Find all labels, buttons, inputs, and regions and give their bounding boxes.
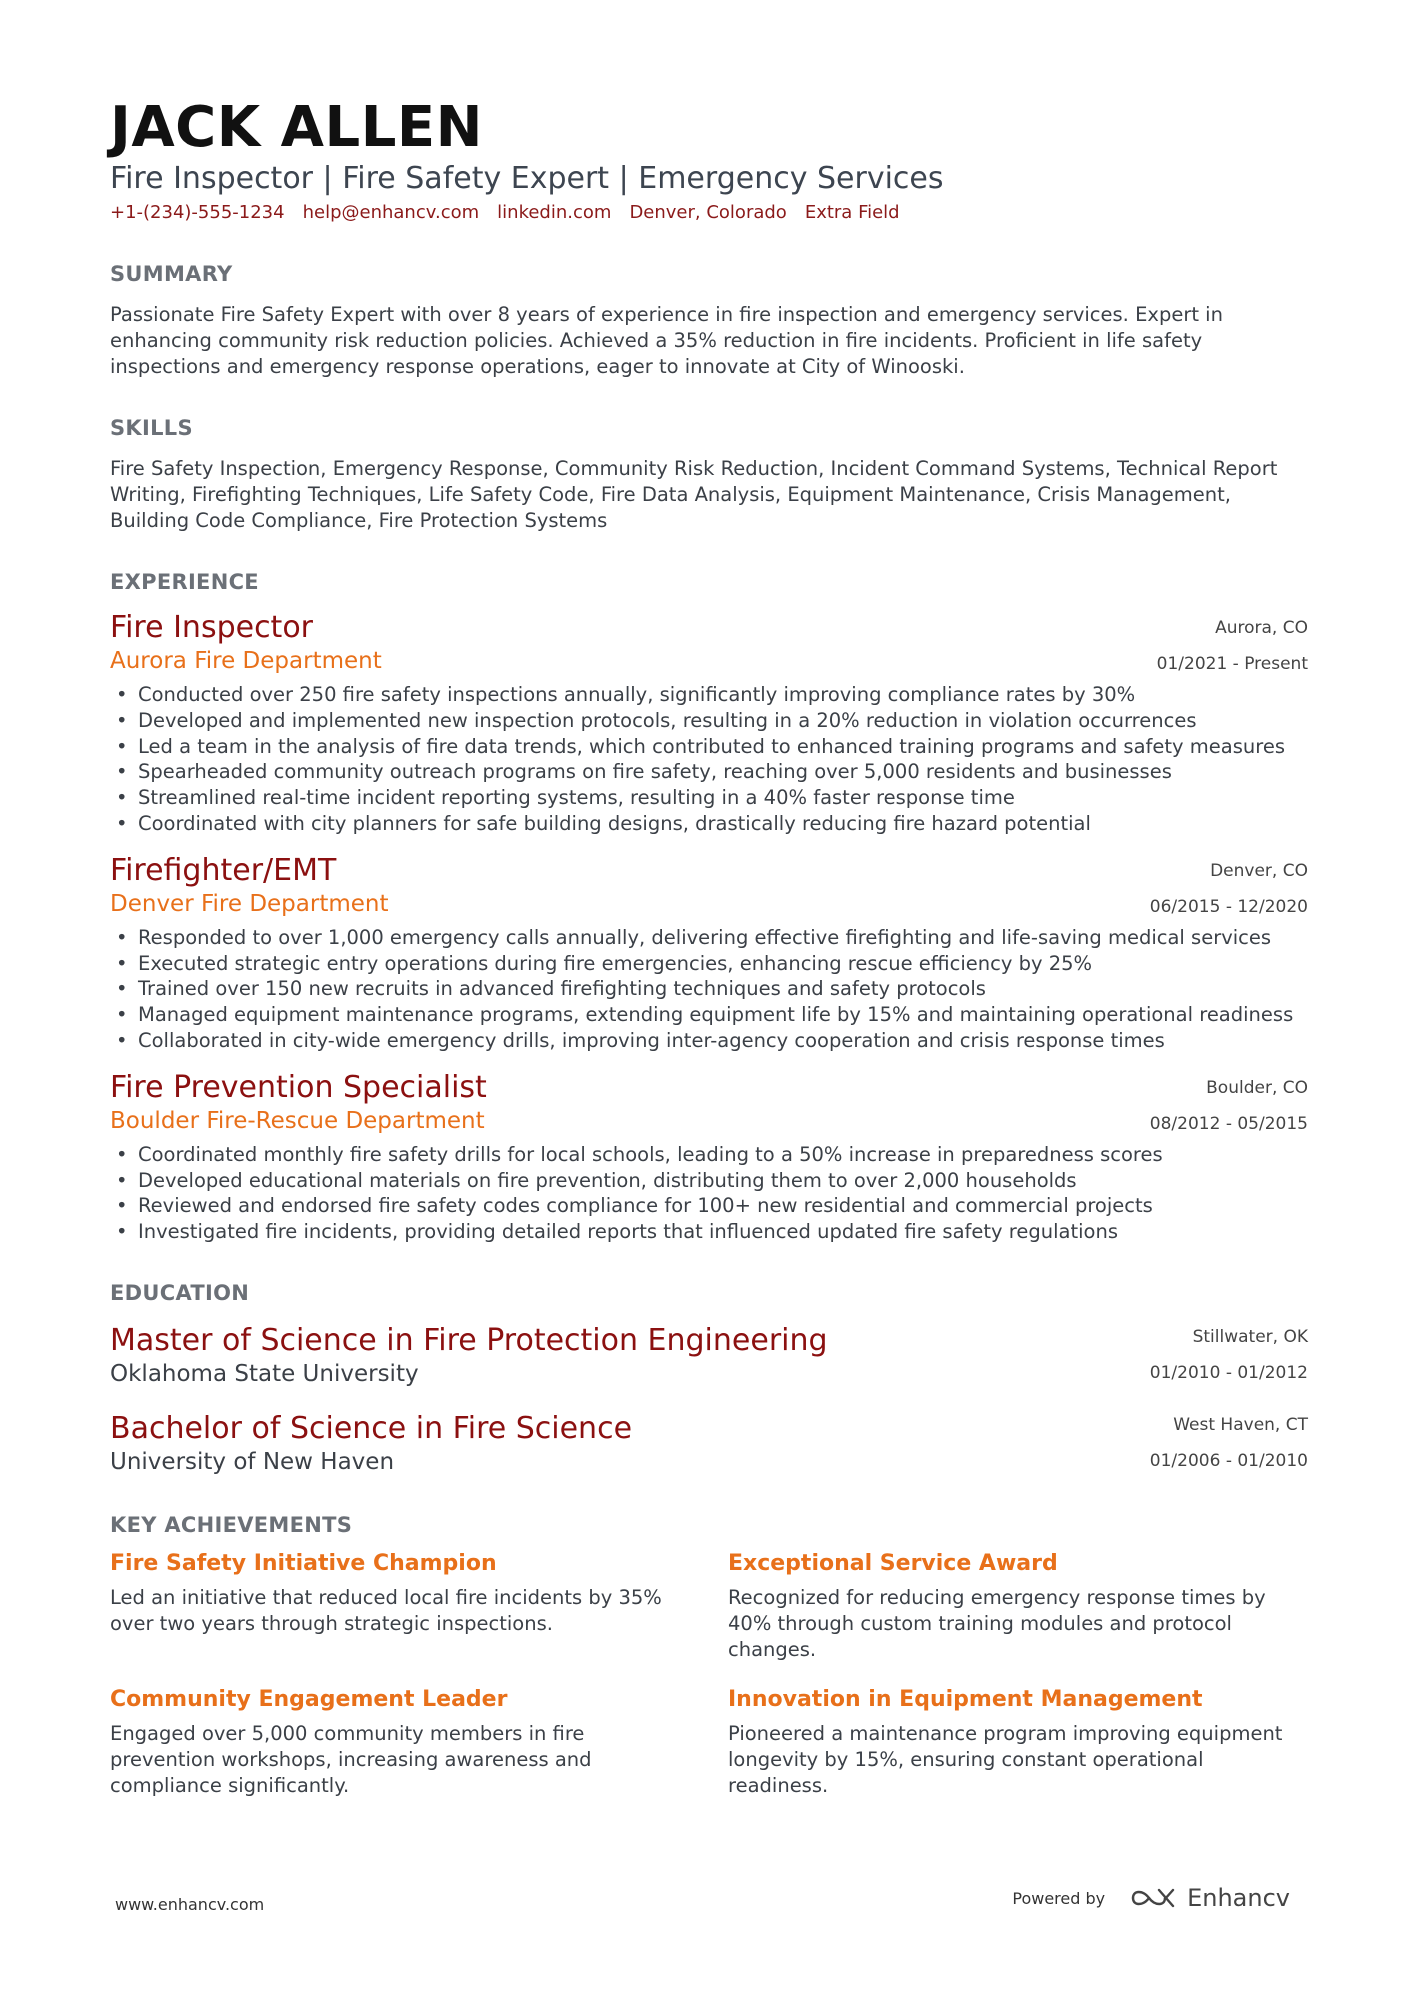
- experience-section: [110, 568, 1308, 1245]
- section-heading: EDUCATION: [110, 1280, 250, 1305]
- edu-location: Stillwater, OK: [1192, 1326, 1308, 1347]
- job-location: Aurora, CO: [1215, 618, 1308, 638]
- edu-school: University of New Haven: [110, 1448, 395, 1475]
- achievement-item: [728, 1685, 1308, 1799]
- contact-phone[interactable]: +1-(234)-555-1234: [110, 202, 285, 223]
- job-dates: 01/2021 - Present: [1156, 654, 1308, 674]
- bullet-item: • Conducted over 250 fire safety inspections annually, significantly improving compliance rates by 30%: [110, 682, 1308, 708]
- job-company: Aurora Fire Department: [110, 648, 382, 674]
- achievement-item: [728, 1549, 1308, 1663]
- achievements-grid: [110, 1549, 1308, 1799]
- section-heading: SKILLS: [110, 416, 193, 440]
- summary-section: [110, 260, 1308, 380]
- bullet-item: • Spearheaded community outreach programs on fire safety, reaching over 5,000 residents and businesses: [110, 759, 1308, 785]
- job-title: Firefighter/EMT: [110, 852, 337, 888]
- resume-page: [110, 96, 1308, 1799]
- bullet-item: • Developed and implemented new inspection protocols, resulting in a 20% reduction in violation occurrences: [110, 708, 1308, 734]
- summary-text: Passionate Fire Safety Expert with over 8 years of experience in fire inspection and emergency services. Expert in enhancing community risk reduction policies. Achieved a 35% reduction in fire incidents. Proficient in life safety inspections and emergency response operations, eager to innovate at City of Winooski.: [110, 303, 1223, 378]
- job-entry: [110, 610, 1308, 837]
- job-bullets: [110, 925, 1308, 1054]
- candidate-title: Fire Inspector | Fire Safety Expert | Emergency Services: [110, 161, 944, 196]
- job-entry: [110, 1070, 1308, 1245]
- brand-name: Enhancv: [1187, 1884, 1290, 1912]
- achievement-title: Community Engagement Leader: [110, 1686, 508, 1712]
- edu-dates: 01/2006 - 01/2010: [1149, 1450, 1308, 1471]
- job-location: Denver, CO: [1210, 860, 1308, 881]
- contact-email[interactable]: help@enhancv.com: [302, 202, 480, 223]
- edu-school: Oklahoma State University: [110, 1360, 419, 1387]
- achievement-title: Innovation in Equipment Management: [728, 1686, 1203, 1712]
- enhancv-logo-icon: [1129, 1885, 1177, 1911]
- bullet-item: • Led a team in the analysis of fire data trends, which contributed to enhanced training programs and safety measures: [110, 734, 1308, 760]
- candidate-name: JACK ALLEN: [110, 95, 483, 160]
- bullet-item: • Developed educational materials on fire prevention, distributing them to over 2,000 households: [110, 1168, 1308, 1194]
- section-heading: EXPERIENCE: [110, 570, 259, 594]
- achievement-desc: Recognized for reducing emergency response times by 40% through custom training modules and protocol changes.: [728, 1585, 1266, 1661]
- job-bullets: [110, 682, 1308, 837]
- edu-degree: Bachelor of Science in Fire Science: [110, 1410, 633, 1446]
- bullet-item: • Managed equipment maintenance programs, extending equipment life by 15% and maintaining operational readiness: [110, 1002, 1308, 1028]
- bullet-item: • Reviewed and endorsed fire safety codes compliance for 100+ new residential and commercial projects: [110, 1193, 1308, 1219]
- powered-by-label: Powered by: [1012, 1888, 1106, 1908]
- skills-text: Fire Safety Inspection, Emergency Response, Community Risk Reduction, Incident Command Systems, Technical Report Writing, Firefighting Techniques, Life Safety Code, Fire Data Analysis, Equipment Maintenance, Crisis Management, Building Code Compliance, Fire Protection Systems: [110, 457, 1278, 532]
- achievement-item: [110, 1685, 728, 1799]
- job-title: Fire Inspector: [110, 610, 314, 645]
- footer-website[interactable]: www.enhancv.com: [115, 1895, 265, 1914]
- bullet-item: • Streamlined real-time incident reporting systems, resulting in a 40% faster response time: [110, 785, 1308, 811]
- contact-bar: [110, 200, 1308, 226]
- footer-branding: [1012, 1884, 1290, 1912]
- achievement-desc: Led an initiative that reduced local fire incidents by 35% over two years through strategic inspections.: [110, 1585, 662, 1635]
- achievements-section: [110, 1511, 1308, 1799]
- edu-dates: 01/2010 - 01/2012: [1149, 1362, 1308, 1383]
- job-entry: [110, 853, 1308, 1054]
- achievement-item: [110, 1549, 728, 1663]
- job-location: Boulder, CO: [1206, 1077, 1308, 1098]
- bullet-item: • Investigated fire incidents, providing detailed reports that influenced updated fire safety regulations: [110, 1219, 1308, 1245]
- job-bullets: [110, 1142, 1308, 1245]
- brand-logo[interactable]: [1129, 1884, 1290, 1912]
- achievement-title: Fire Safety Initiative Champion: [110, 1550, 497, 1576]
- skills-section: [110, 414, 1308, 534]
- edu-location: West Haven, CT: [1173, 1414, 1308, 1435]
- job-dates: 06/2015 - 12/2020: [1149, 896, 1308, 917]
- contact-linkedin[interactable]: linkedin.com: [497, 202, 612, 223]
- contact-location: Denver, Colorado: [629, 202, 787, 223]
- bullet-item: • Responded to over 1,000 emergency calls annually, delivering effective firefighting and life-saving medical services: [110, 925, 1308, 951]
- bullet-item: • Coordinated with city planners for safe building designs, drastically reducing fire hazard potential: [110, 811, 1308, 837]
- section-heading: KEY ACHIEVEMENTS: [110, 1512, 353, 1537]
- bullet-item: • Trained over 150 new recruits in advanced firefighting techniques and safety protocols: [110, 976, 1308, 1002]
- edu-degree: Master of Science in Fire Protection Engineering: [110, 1322, 828, 1358]
- bullet-item: • Executed strategic entry operations during fire emergencies, enhancing rescue efficiency by 25%: [110, 951, 1308, 977]
- job-dates: 08/2012 - 05/2015: [1149, 1113, 1308, 1134]
- job-company: Boulder Fire-Rescue Department: [110, 1107, 485, 1134]
- achievement-desc: Pioneered a maintenance program improving equipment longevity by 15%, ensuring constant operational readiness.: [728, 1721, 1283, 1797]
- job-title: Fire Prevention Specialist: [110, 1069, 487, 1105]
- contact-extra: Extra Field: [804, 202, 900, 223]
- bullet-item: • Coordinated monthly fire safety drills for local schools, leading to a 50% increase in preparedness scores: [110, 1142, 1308, 1168]
- education-entry: [110, 1323, 1308, 1389]
- section-heading: SUMMARY: [110, 262, 233, 286]
- education-entry: [110, 1411, 1308, 1477]
- job-company: Denver Fire Department: [110, 890, 389, 917]
- achievement-title: Exceptional Service Award: [728, 1550, 1058, 1576]
- education-section: [110, 1279, 1308, 1477]
- bullet-item: • Collaborated in city-wide emergency drills, improving inter-agency cooperation and crisis response times: [110, 1028, 1308, 1054]
- achievement-desc: Engaged over 5,000 community members in fire prevention workshops, increasing awareness and compliance significantly.: [110, 1721, 592, 1797]
